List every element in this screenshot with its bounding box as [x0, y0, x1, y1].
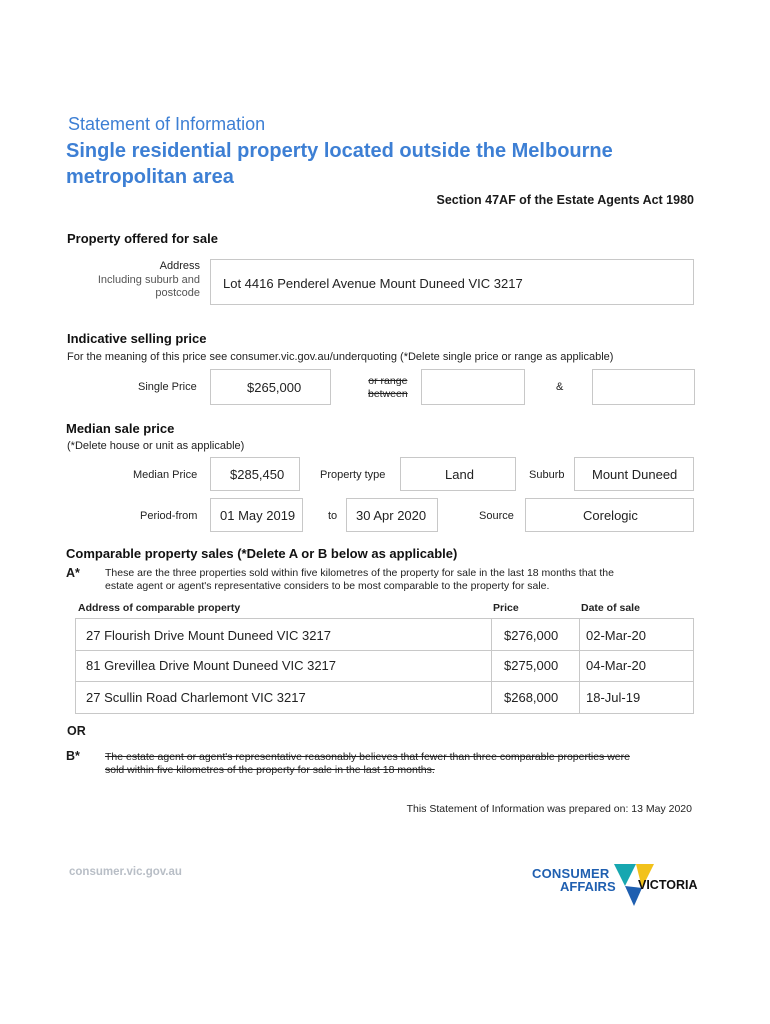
row-address: 81 Grevillea Drive Mount Duneed VIC 3217 [86, 658, 337, 673]
a-text-line1: These are the three properties sold within five kilometres of the property for sale in the last 18 months that the [105, 567, 614, 579]
range-amp: & [556, 381, 564, 393]
main-title-line1: Single residential property located outside the Melbourne [66, 140, 613, 162]
address-field[interactable] [210, 259, 694, 305]
logo-consumer-text: CONSUMER [532, 866, 610, 881]
logo-victoria-text: VICTORIA [638, 878, 698, 892]
b-text [105, 751, 630, 777]
median-price-field[interactable] [210, 457, 300, 491]
indicative-heading: Indicative selling price [67, 331, 207, 346]
table-row [76, 682, 693, 713]
consumer-affairs-logo [530, 864, 700, 910]
b-text-line2: sold within five kilometres of the property for sale in the last 18 months. [105, 764, 435, 776]
address-value: Lot 4416 Penderel Avenue Mount Duneed VIC 3217 [223, 276, 523, 291]
suburb-label: Suburb [529, 469, 565, 481]
address-label [98, 260, 200, 301]
row-divider [579, 619, 580, 651]
indicative-note: For the meaning of this price see consumer.vic.gov.au/underquoting (*Delete single price or range as applicable) [67, 351, 614, 363]
to-label: to [328, 510, 338, 522]
a-text-line2: estate agent or agent's representative considers to be most comparable to the property for sale. [105, 580, 550, 592]
col-address-header: Address of comparable property [78, 602, 241, 614]
source-field[interactable] [525, 498, 694, 532]
period-from-label: Period-from [140, 510, 198, 522]
property-type-label: Property type [320, 469, 386, 481]
table-row [76, 651, 693, 682]
row-divider [579, 682, 580, 713]
period-from-field[interactable] [210, 498, 303, 532]
suburb-value: Mount Duneed [592, 467, 678, 482]
address-label-line1: Address [159, 260, 200, 272]
website-link[interactable]: consumer.vic.gov.au [69, 866, 182, 878]
main-title-line2: metropolitan area [66, 166, 234, 188]
median-heading: Median sale price [66, 421, 175, 436]
logo-affairs-text: AFFAIRS [560, 879, 616, 894]
suburb-field[interactable] [574, 457, 694, 491]
range-high-field[interactable] [592, 369, 695, 405]
period-to-field[interactable] [346, 498, 438, 532]
address-label-line3: postcode [155, 287, 200, 299]
row-address: 27 Scullin Road Charlemont VIC 3217 [86, 690, 306, 705]
period-from-value: 01 May 2019 [220, 508, 296, 523]
property-heading: Property offered for sale [67, 231, 218, 246]
single-price-label: Single Price [138, 381, 197, 393]
row-divider [579, 651, 580, 682]
col-price-header: Price [493, 602, 519, 614]
median-price-value: $285,450 [230, 467, 285, 482]
median-note: (*Delete house or unit as applicable) [67, 440, 245, 452]
row-date: 04-Mar-20 [586, 658, 646, 673]
source-value: Corelogic [583, 508, 638, 523]
period-to-value: 30 Apr 2020 [356, 508, 427, 523]
row-date: 02-Mar-20 [586, 628, 646, 643]
act-section: Section 47AF of the Estate Agents Act 1980 [436, 193, 694, 207]
row-date: 18-Jul-19 [586, 690, 641, 705]
comparable-table [75, 618, 694, 714]
row-price: $268,000 [504, 690, 559, 705]
or-range-line2: between [368, 388, 408, 400]
single-price-field[interactable] [210, 369, 331, 405]
address-label-line2: Including suburb and [97, 273, 200, 286]
col-date-header: Date of sale [581, 602, 640, 614]
row-divider [491, 651, 492, 682]
property-type-field[interactable] [400, 457, 516, 491]
or-range-label [368, 375, 408, 401]
comparable-heading: Comparable property sales (*Delete A or B below as applicable) [66, 546, 458, 561]
row-price: $276,000 [504, 628, 559, 643]
b-text-line1: The estate agent or agent's representative reasonably believes that fewer than three comparable properties were [105, 751, 630, 763]
or-label: OR [67, 724, 86, 738]
statement-title: Statement of Information [68, 114, 266, 134]
single-price-value: $265,000 [247, 380, 302, 395]
a-text [105, 567, 614, 593]
row-address: 27 Flourish Drive Mount Duneed VIC 3217 [86, 628, 331, 643]
source-label: Source [479, 510, 514, 522]
median-price-label: Median Price [133, 469, 198, 481]
table-row [76, 619, 693, 651]
row-price: $275,000 [504, 658, 559, 673]
b-marker: B* [66, 749, 80, 763]
range-low-field[interactable] [421, 369, 525, 405]
property-type-value: Land [445, 467, 474, 482]
row-divider [491, 619, 492, 651]
row-divider [491, 682, 492, 713]
a-marker: A* [66, 566, 80, 580]
or-range-line1: or range [368, 375, 408, 387]
prepared-on: This Statement of Information was prepared on: 13 May 2020 [406, 803, 692, 815]
